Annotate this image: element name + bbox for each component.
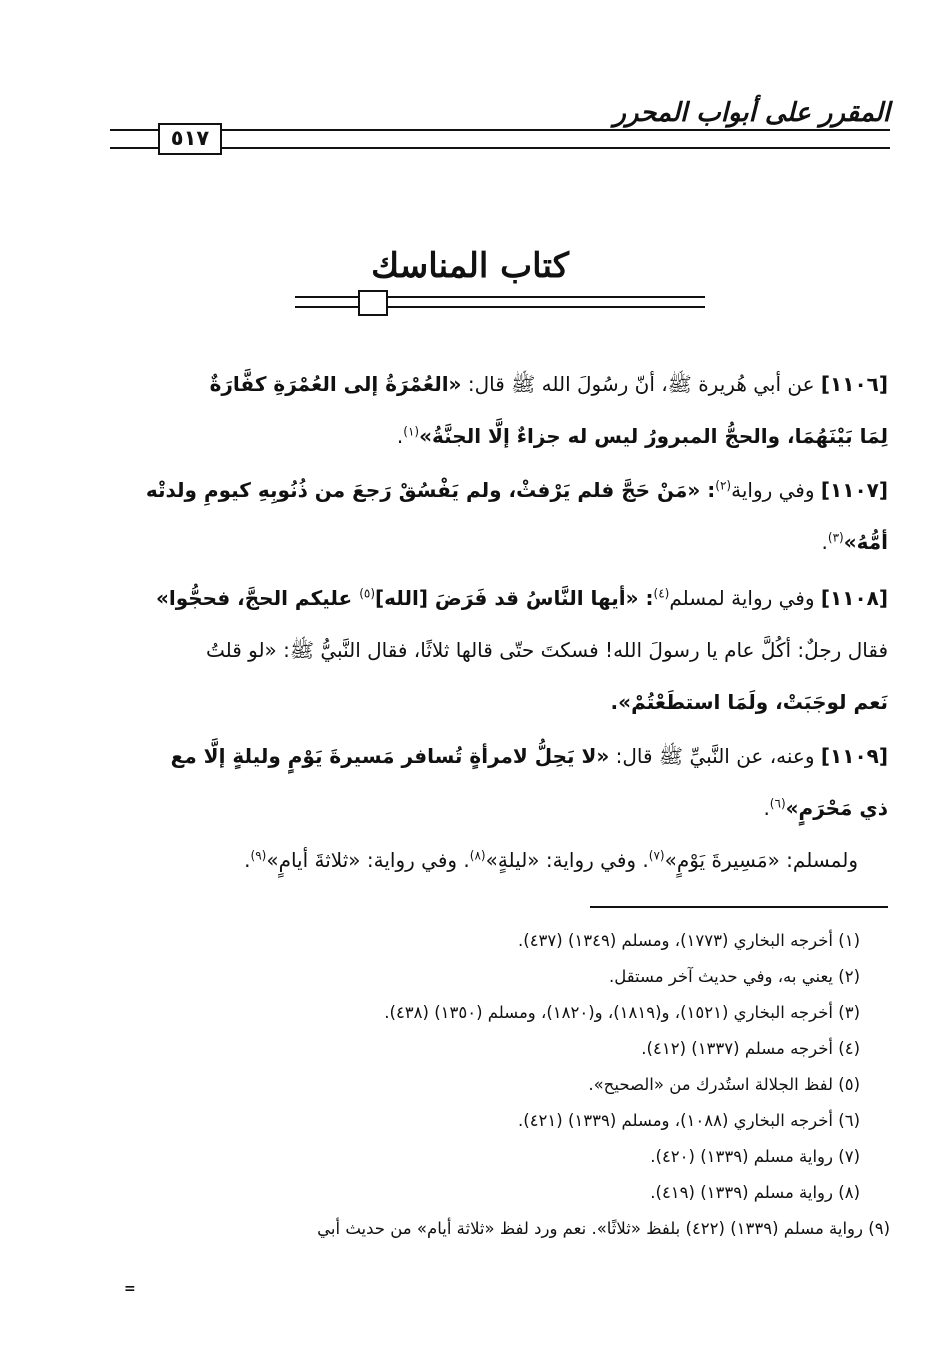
hadith-number: [١١٠٨] [820, 586, 888, 610]
header-rule-bottom [110, 147, 890, 149]
hadith-quote: «العُمْرَةُ إلى العُمْرَةِ كفَّارَةٌ [209, 372, 462, 396]
ornament-square [358, 290, 388, 316]
hadith-intro: وفي رواية [731, 478, 815, 502]
footnote-ref: (١) [403, 424, 420, 439]
footnote-ref: (٨) [469, 848, 486, 863]
hadith-quote: «لا يَحِلُّ لامرأةٍ تُسافر مَسيرةَ يَوْمٍ وليلةٍ إلَّا مع [170, 744, 610, 768]
chapter-title: كتاب المناسك [371, 246, 569, 286]
hadith-number: [١١٠٧] [820, 478, 888, 502]
footnote-ref: (٣) [827, 530, 844, 545]
ornament-line-top [295, 296, 705, 298]
hadith-number: [١١٠٩] [820, 744, 888, 768]
footnote-ref: (٩) [250, 848, 267, 863]
hadith-1106: [١١٠٦] عن أبي هُريرة ﷺ، أنّ رسُولَ الله ﷺ قال: «العُمْرَةُ إلى العُمْرَةِ كفَّارَةٌ لِمَا بَيْنَهُمَا، والحجُّ المبرورُ ليس له جزاءٌ إلَّا الجنَّةُ»$^{(١)}$. [209, 372, 888, 448]
page-number: ٥١٧ [158, 123, 222, 155]
footnote-item: (٤) أخرجه مسلم (١٣٣٧) (٤١٢). [641, 1039, 860, 1058]
hadith-text-line: أمُّهُ» [843, 530, 888, 554]
footnote-continuation-mark: = [124, 1281, 136, 1297]
hadith-quote: : «مَنْ حَجَّ فلم يَرْفثْ، ولم يَفْسُقْ رَجعَ من ذُنُوبِهِ كيومِ ولدتْه [145, 478, 716, 502]
hadith-variant: . وفي رواية: «ليلةٍ» [485, 848, 649, 872]
hadith-number: [١١٠٦] [820, 372, 888, 396]
running-header-title: المقرر على أبواب المحرر [613, 98, 890, 128]
hadith-quote-end: عليكم الحجَّ، فحجُّوا» [155, 586, 360, 610]
footnote-item: (١) أخرجه البخاري (١٧٧٣)، ومسلم (١٣٤٩) (٤٣٧). [518, 931, 860, 950]
hadith-1109: [١١٠٩] وعنه، عن النَّبيِّ ﷺ قال: «لا يَحِلُّ لامرأةٍ تُسافر مَسيرةَ يَوْمٍ وليلةٍ إلَّا مع ذي مَحْرَمٍ»$^{(٦)}$. ولمسلم: «مَسِيرةَ يَوْمٍ»$^{(٧)}$. وفي رواية: «ليلةٍ»$^{(٨)}$. وفي رواية: «ثلاثةَ أيامٍ»$^{(٩)}$. [170, 744, 888, 872]
footnote-ref: (٥) [359, 586, 376, 601]
footnote-item: (٣) أخرجه البخاري (١٥٢١)، و(١٨١٩)، و(١٨٢٠)، ومسلم (١٣٥٠) (٤٣٨). [384, 1003, 860, 1022]
footnote-item: (٨) رواية مسلم (١٣٣٩) (٤١٩). [650, 1183, 860, 1202]
footnote-ref: (٢) [715, 478, 732, 493]
footnote-item: (٩) رواية مسلم (١٣٣٩) (٤٢٢) بلفظ «ثلاثًا». نعم ورد لفظ «ثلاثة أيام» من حديث أبي [317, 1219, 890, 1238]
hadith-text-line: فقال رجلٌ: أكُلَّ عام يا رسولَ الله! فسكتَ حتّى قالها ثلاثًا، فقال النَّبيُّ ﷺ: «لو قلتُ [205, 638, 888, 662]
footnote-item: (٧) رواية مسلم (١٣٣٩) (٤٢٠). [650, 1147, 860, 1166]
footnote-ref: (٧) [648, 848, 665, 863]
footnote-ref: (٦) [769, 796, 786, 811]
hadith-intro: وعنه، عن النَّبيِّ ﷺ قال: [609, 744, 815, 768]
footnote-item: (٢) يعني به، وفي حديث آخر مستقل. [608, 967, 860, 986]
footnote-item: (٦) أخرجه البخاري (١٠٨٨)، ومسلم (١٣٣٩) (٤٢١). [518, 1111, 860, 1130]
hadith-intro: وفي رواية لمسلم [669, 586, 815, 610]
footnote-ref: (٤) [653, 586, 670, 601]
footnote-item: (٥) لفظ الجلالة استُدرك من «الصحيح». [588, 1075, 860, 1094]
footnotes [100, 923, 890, 1247]
hadith-text-line: نَعم لوجَبَتْ، ولَمَا استطَعْتُمْ». [610, 690, 888, 714]
hadith-variant: ولمسلم: «مَسِيرةَ يَوْمٍ» [664, 848, 858, 872]
hadith-1108 [58, 572, 888, 728]
hadith-quote: : «أيها النَّاسُ قد فَرَضَ [الله] [375, 586, 654, 610]
hadith-variant: . وفي رواية: «ثلاثةَ أيامٍ» [266, 848, 470, 872]
footnote-separator [590, 906, 888, 908]
hadith-intro: عن أبي هُريرة ﷺ، أنّ رسُولَ الله ﷺ قال: [461, 372, 815, 396]
hadith-text-line: ذي مَحْرَمٍ» [785, 796, 888, 820]
ornament-line-bottom [295, 306, 705, 308]
header-rule-top [110, 129, 890, 131]
hadith-text-line: لِمَا بَيْنَهُمَا، والحجُّ المبرورُ ليس له جزاءٌ إلَّا الجنَّةُ» [419, 424, 888, 448]
hadith-1107: [١١٠٧] وفي رواية$^{(٢)}$: «مَنْ حَجَّ فلم يَرْفثْ، ولم يَفْسُقْ رَجعَ من ذُنُوبِهِ كيومِ ولدتْه أمُّهُ»$^{(٣)}$. [145, 478, 888, 554]
